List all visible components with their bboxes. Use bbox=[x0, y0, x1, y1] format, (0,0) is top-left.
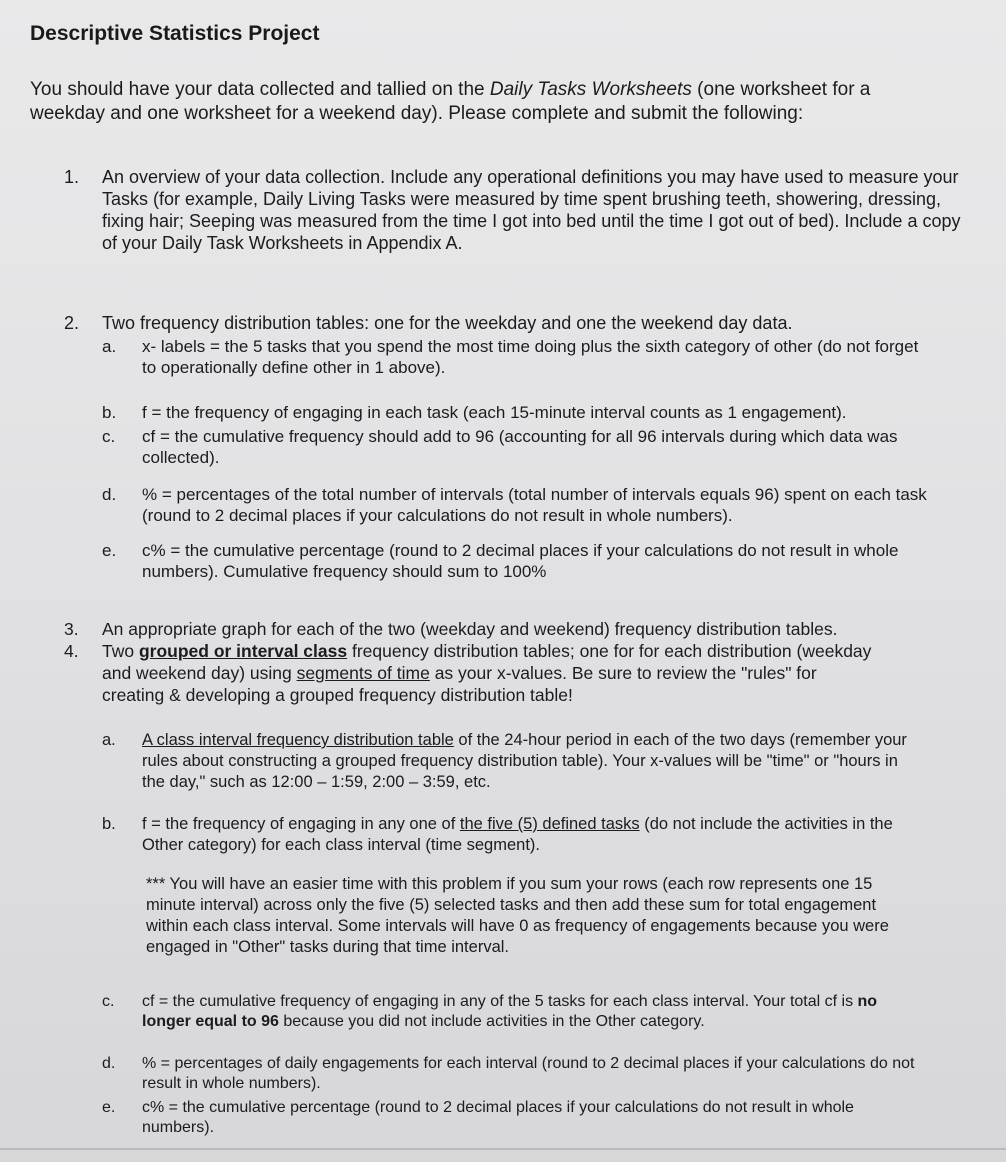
item-number: 3. bbox=[64, 619, 79, 639]
item-text-part: as your x-values. Be sure to review the "rules" for creating & developing a grouped frequency distribution table! bbox=[102, 663, 817, 705]
sub-letter: a. bbox=[102, 731, 116, 749]
sub-text-part: (do not include the activities in the Other category) for each class interval (time segment). bbox=[142, 815, 893, 854]
item-text: Two frequency distribution tables: one for the weekday and one the weekend day data. bbox=[102, 313, 793, 333]
sub-letter: b. bbox=[102, 403, 117, 422]
note-paragraph: *** You will have an easier time with this problem if you sum your rows (each row represents one 15 minute interval) across only the five (5) selected tasks and then add these sum for total engagement within each class interval. Some intervals will have 0 as frequency of engagements because you were engaged in "Other" tasks during that time interval. bbox=[146, 875, 889, 956]
sub-letter: e. bbox=[102, 1099, 116, 1116]
bottom-divider bbox=[0, 1148, 1006, 1150]
sub-underlined-text: the five (5) defined tasks bbox=[459, 815, 640, 833]
sub-text-part: f = the frequency of engaging in any one of bbox=[142, 815, 460, 833]
sub-item-2d bbox=[102, 484, 932, 526]
sub-item-2a bbox=[102, 336, 932, 378]
sub-item-2c bbox=[102, 426, 932, 468]
sub-text bbox=[142, 814, 922, 856]
sub-text: c% = the cumulative percentage (round to 2 decimal places if your calculations do not result in whole numbers). Cumulative frequency should sum to 100% bbox=[142, 541, 899, 581]
sub-text-part: of the 24-hour period in each of the two days (remember your rules about constructing a grouped frequency distribution table). Your x-values will be "time" or "hours in the day," such as 12:00 – 1:59, 2:00 – 3:59, etc. bbox=[142, 731, 907, 791]
sub-item-4a bbox=[102, 730, 922, 793]
intro-text-2: (one worksheet for a weekday and one worksheet for a weekend day). Please complete and submit the following: bbox=[30, 79, 871, 124]
sub-text: % = percentages of daily engagements for each interval (round to 2 decimal places if your calculations do not result in whole numbers). bbox=[142, 1055, 915, 1092]
sub-item-2e bbox=[102, 540, 932, 582]
item-number: 1. bbox=[64, 167, 80, 187]
item-number: 4. bbox=[64, 641, 79, 661]
page-title: Descriptive Statistics Project bbox=[30, 22, 320, 45]
sub-item-4c bbox=[102, 992, 922, 1032]
sub-text-part: because you did not include activities in the Other category. bbox=[278, 1013, 705, 1030]
sub-text-part: cf = the cumulative frequency of engaging in any of the 5 tasks for each class interval. Your total cf is bbox=[142, 993, 858, 1010]
sub-text: f = the frequency of engaging in each task (each 15-minute interval counts as 1 engagement). bbox=[142, 403, 847, 422]
list-item-2 bbox=[64, 312, 964, 334]
sub-bold-text: no longer equal to 96 bbox=[142, 993, 878, 1030]
item-underlined-text: segments of time bbox=[296, 663, 430, 683]
list-item-1 bbox=[64, 166, 964, 254]
intro-paragraph bbox=[30, 78, 930, 126]
intro-emphasis: Daily Tasks Worksheets bbox=[489, 79, 692, 100]
intro-text-1: You should have your data collected and tallied on the bbox=[30, 79, 490, 100]
list-item-3 bbox=[64, 618, 964, 640]
sub-item-4b bbox=[102, 814, 922, 856]
sub-text: x- labels = the 5 tasks that you spend the most time doing plus the sixth category of other (do not forget to operationally define other in 1 above). bbox=[142, 337, 919, 377]
sub-item-2b bbox=[102, 402, 932, 423]
item-text bbox=[102, 640, 874, 706]
sub-letter: d. bbox=[102, 1055, 116, 1072]
sub-letter: b. bbox=[102, 815, 116, 833]
sub-text: % = percentages of the total number of intervals (total number of intervals equals 96) spent on each task (round to 2 decimal places if your calculations do not result in whole numbers). bbox=[142, 485, 927, 525]
item-text: An overview of your data collection. Include any operational definitions you may have used to measure your Tasks (for example, Daily Living Tasks were measured by time spent brushing teeth, showering, dressing, fixing hair; Seeping was measured from the time I got into bed until the time I got out of bed). Include a copy of your Daily Task Worksheets in Appendix A. bbox=[102, 167, 961, 253]
sub-item-4e bbox=[102, 1098, 922, 1138]
sub-letter: e. bbox=[102, 541, 117, 560]
item-text-part: Two bbox=[102, 641, 139, 661]
sub-letter: a. bbox=[102, 337, 117, 356]
item-bold-text: grouped or interval class bbox=[138, 641, 348, 661]
sub-item-4d bbox=[102, 1054, 922, 1094]
item-number: 2. bbox=[64, 313, 80, 333]
sub-text bbox=[142, 730, 922, 793]
sub-underlined-text: A class interval frequency distribution table bbox=[142, 731, 454, 749]
item-text-part: frequency distribution tables; one for for each distribution (weekday and weekend day) using bbox=[102, 641, 872, 683]
list-item-4 bbox=[64, 640, 874, 706]
item-text: An appropriate graph for each of the two (weekday and weekend) frequency distribution tables. bbox=[102, 619, 838, 639]
sub-letter: c. bbox=[102, 993, 115, 1010]
sub-text bbox=[142, 992, 922, 1032]
sub-text: c% = the cumulative percentage (round to 2 decimal places if your calculations do not result in whole numbers). bbox=[142, 1099, 854, 1136]
sub-text: cf = the cumulative frequency should add to 96 (accounting for all 96 intervals during which data was collected). bbox=[142, 427, 898, 467]
sub-letter: c. bbox=[102, 427, 116, 446]
sub-letter: d. bbox=[102, 485, 117, 504]
